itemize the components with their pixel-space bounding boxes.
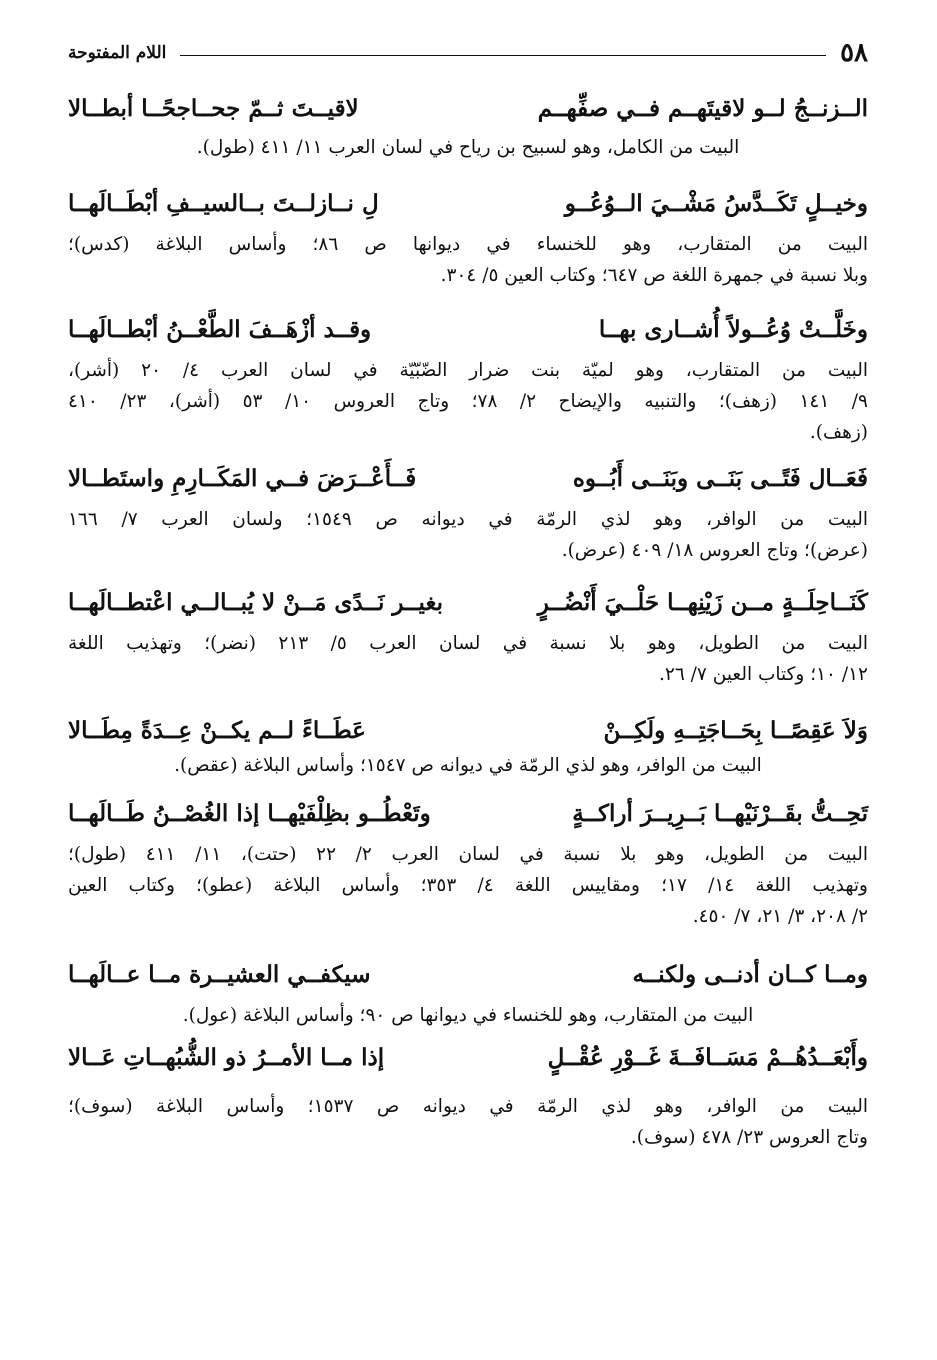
citation-note [68, 839, 868, 932]
verse-first-hemistich: وَلاَ عَقِصًــا بِحَــاجَتِــهِ ولَكِــنْ [603, 716, 868, 744]
verse-second-hemistich: بغيــر نَــدًى مَــنْ لا يُبــالــي اعْتطــالَهــا [68, 588, 443, 616]
citation-line: البيت من الوافر، وهو لذي الرمّة في ديوانه ص ١٥٤٩؛ ولسان العرب ٧/ ١٦٦ [68, 509, 868, 530]
verse-entry [68, 458, 868, 566]
citation-line: (عرض)؛ وتاج العروس ١٨/ ٤٠٩ (عرض). [561, 540, 868, 561]
verse-first-hemistich: الــزنــجُ لــو لاقيتَهــم فــي صفِّهــم [537, 94, 868, 122]
citation-note [68, 1091, 868, 1153]
citation-line: البيت من الطويل، وهو بلا نسبة في لسان العرب ٥/ ٢١٣ (نضر)؛ وتهذيب اللغة [68, 633, 868, 654]
verse-line [68, 183, 868, 223]
verse-line [68, 88, 868, 128]
page-number: ٥٨ [840, 38, 868, 68]
verse-first-hemistich: وخيــلٍ تَكَــدَّسُ مَشْــيَ الــوُعُــو [564, 189, 868, 217]
verse-line [68, 710, 868, 750]
verse-line [68, 793, 868, 833]
citation-note [68, 750, 868, 781]
citation-note [68, 229, 868, 291]
verse-second-hemistich: سيكفــي العشيــرة مــا عــالَهــا [68, 960, 371, 988]
verse-entry [68, 1037, 868, 1153]
verse-first-hemistich: وخَلَّــتْ وُعُــولاً أُشــارى بهــا [598, 315, 868, 343]
verse-second-hemistich: وقــد أزْهَــفَ الطَّعْــنُ أبْطــالَهــا [68, 315, 372, 343]
citation-line: ١٢/ ١٠؛ وكتاب العين ٧/ ٢٦. [659, 664, 868, 685]
verse-entry [68, 710, 868, 781]
book-page [68, 30, 868, 1153]
citation-note [68, 132, 868, 163]
verse-entry [68, 309, 868, 448]
verse-first-hemistich: فَعَــال فَتًــى بَنَــى وبَنَــى أَبُــوه [572, 464, 868, 492]
verse-second-hemistich: فَــأَعْــرَضَ فــي المَكَــارِمِ واستَطــالا [68, 464, 417, 492]
citation-line: البيت من الطويل، وهو بلا نسبة في لسان العرب ٢/ ٢٢ (حتت)، ١١/ ٤١١ (طول)؛ [68, 844, 868, 865]
verse-second-hemistich: لِ نــازلــتَ بــالسيــفِ أبْطَــالَهــا [68, 189, 379, 217]
verse-second-hemistich: وتَعْطُــو بظِلْفَيْهــا إذا الغُصْــنُ طَــالَهــا [68, 799, 431, 827]
verse-line [68, 458, 868, 498]
citation-line: ٩/ ١٤١ (زهف)؛ والتنبيه والإيضاح ٢/ ٧٨؛ وتاج العروس ١٠/ ٥٣ (أشر)، ٢٣/ ٤١٠ [68, 391, 868, 412]
citation-line: وتهذيب اللغة ١٤/ ١٧؛ ومقاييس اللغة ٤/ ٣٥٣؛ وأساس البلاغة (عطو)؛ وكتاب العين [68, 875, 868, 896]
verse-line [68, 582, 868, 622]
citation-line: البيت من المتقارب، وهو لميّة بنت ضرار الضّبّيّة في لسان العرب ٤/ ٢٠ (أشر)، [68, 360, 868, 381]
verse-first-hemistich: وأَبْعَــدُهُــمْ مَسَــافَــةَ غَــوْرِ عُقْــلٍ [547, 1043, 868, 1071]
running-title: اللام المفتوحة [68, 43, 167, 63]
citation-line: البيت من الوافر، وهو لذي الرمّة في ديوانه ص ١٥٤٧؛ وأساس البلاغة (عقص). [174, 755, 762, 776]
verse-second-hemistich: لاقيــتَ ثــمّ جحــاجحًــا أبطــالا [68, 94, 359, 122]
verse-first-hemistich: كَنَــاحِلَــةٍ مــن زَيْنِهــا حَلْــيَ أَنْضُــرٍ [537, 588, 868, 616]
citation-note [68, 628, 868, 690]
verse-entry [68, 793, 868, 932]
header-rule [180, 55, 826, 56]
verse-line [68, 1037, 868, 1077]
citation-line: وتاج العروس ٢٣/ ٤٧٨ (سوف). [630, 1127, 868, 1148]
verse-first-hemistich: تَحِــتُّ بقَــرْنَيْهــا بَــرِيــرَ أراكــةٍ [572, 799, 868, 827]
verse-entry [68, 582, 868, 690]
citation-line: البيت من الكامل، وهو لسبيح بن رياح في لسان العرب ١١/ ٤١١ (طول). [196, 137, 740, 158]
citation-line: البيت من الوافر، وهو لذي الرمّة في ديوانه ص ١٥٣٧؛ وأساس البلاغة (سوف)؛ [68, 1096, 868, 1117]
verse-line [68, 309, 868, 349]
citation-line: (زهف). [809, 422, 868, 443]
citation-note [68, 355, 868, 448]
citation-line: البيت من المتقارب، وهو للخنساء في ديوانها ص ٨٦؛ وأساس البلاغة (كدس)؛ [68, 234, 868, 255]
verse-entry [68, 88, 868, 163]
citation-line: البيت من المتقارب، وهو للخنساء في ديوانها ص ٩٠؛ وأساس البلاغة (عول). [182, 1005, 754, 1026]
verse-first-hemistich: ومــا كــان أدنــى ولكنــه [632, 960, 868, 988]
verse-second-hemistich: عَطَــاءً لــم يكــنْ عِــدَةً مِطَــالا [68, 716, 366, 744]
verse-second-hemistich: إذا مــا الأمــرُ ذو الشُّبُهــاتِ عَــالا [68, 1043, 385, 1071]
verse-line [68, 954, 868, 994]
verse-entry [68, 183, 868, 291]
citation-line: وبلا نسبة في جمهرة اللغة ص ٦٤٧؛ وكتاب العين ٥/ ٣٠٤. [440, 265, 868, 286]
citation-note [68, 504, 868, 566]
page-header [68, 30, 868, 76]
citation-note [68, 1000, 868, 1031]
citation-line: ٢/ ٢٠٨، ٣/ ٢١، ٧/ ٤٥٠. [692, 906, 868, 927]
verse-entry [68, 954, 868, 1031]
